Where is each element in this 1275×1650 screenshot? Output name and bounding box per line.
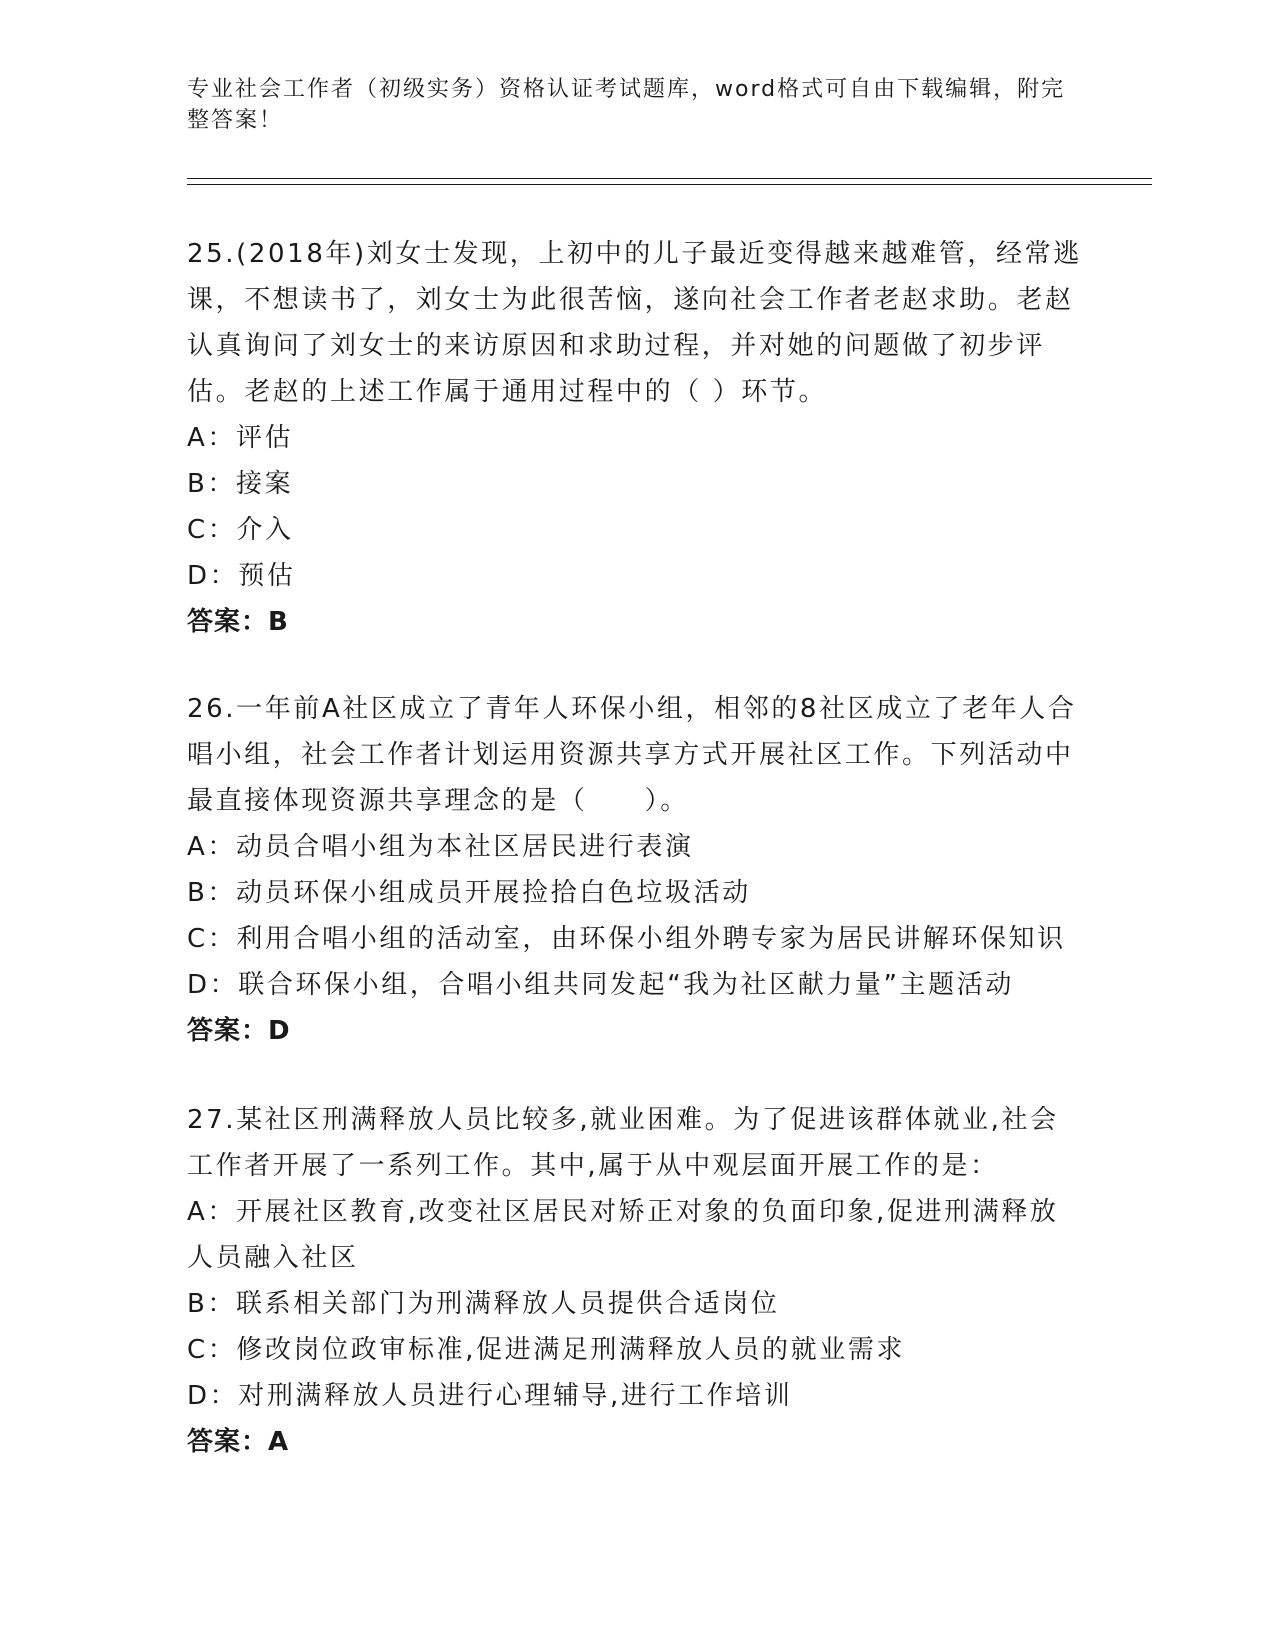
question-stem: 27.某社区刑满释放人员比较多,就业困难。为了促进该群体就业,社会工作者开展了一系列工作。其中,属于从中观层面开展工作的是： [187, 1105, 1059, 1181]
option-a: A：评估 [187, 423, 294, 453]
option-d: D：对刑满释放人员进行心理辅导,进行工作培训 [187, 1381, 793, 1411]
header-divider-bottom [187, 184, 1152, 185]
option-d: D：预估 [187, 561, 296, 591]
option-b: B：接案 [187, 469, 294, 499]
question-stem: 25.(2018年)刘女士发现，上初中的儿子最近变得越来越难管，经常逃课，不想读书了，刘女士为此很苦恼，遂向社会工作者老赵求助。老赵认真询问了刘女士的来访原因和求助过程，并对她的问题做了初步评估。老赵的上述工作属于通用过程中的（ ）环节。 [187, 239, 1082, 407]
answer: 答案：A [187, 1427, 290, 1457]
option-c: C：修改岗位政审标准,促进满足刑满释放人员的就业需求 [187, 1335, 906, 1365]
header-divider-top [187, 178, 1152, 179]
question-25 [187, 231, 1087, 645]
option-c: C：介入 [187, 515, 294, 545]
option-a: A：动员合唱小组为本社区居民进行表演 [187, 832, 694, 862]
option-d: D：联合环保小组，合唱小组共同发起“我为社区献力量”主题活动 [187, 970, 1014, 1000]
option-b: B：联系相关部门为刑满释放人员提供合适岗位 [187, 1289, 780, 1319]
question-stem: 26.一年前A社区成立了青年人环保小组，相邻的8社区成立了老年人合唱小组，社会工作者计划运用资源共享方式开展社区工作。下列活动中最直接体现资源共享理念的是（ ）。 [187, 694, 1077, 816]
question-26 [187, 686, 1087, 1054]
document-header [187, 74, 1087, 136]
option-a: A：开展社区教育,改变社区居民对矫正对象的负面印象,促进刑满释放人员融入社区 [187, 1197, 1059, 1273]
option-b: B：动员环保小组成员开展捡拾白色垃圾活动 [187, 878, 751, 908]
question-27 [187, 1097, 1087, 1465]
answer: 答案：D [187, 1016, 291, 1046]
answer: 答案：B [187, 607, 289, 637]
header-text: 专业社会工作者（初级实务）资格认证考试题库，word格式可自由下载编辑，附完整答案！ [187, 77, 1066, 133]
option-c: C：利用合唱小组的活动室，由环保小组外聘专家为居民讲解环保知识 [187, 924, 1066, 954]
